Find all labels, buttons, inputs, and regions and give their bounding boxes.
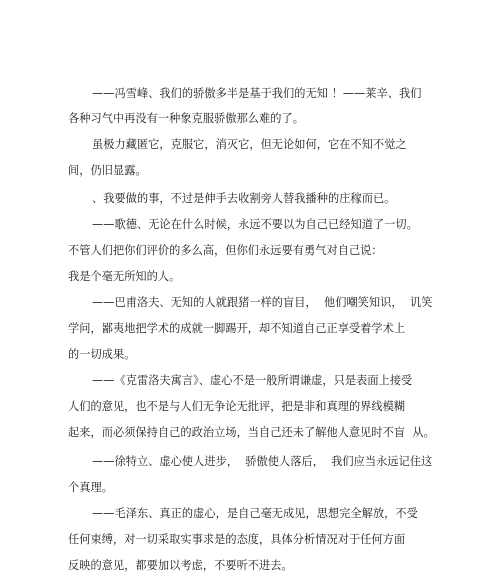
paragraph-line-19: 反映的意见，都要加以考虑，不要听不进去。 — [68, 559, 293, 572]
paragraph-line-13: 人们的意见，也不是与人们无争论无批评，把是非和真理的界线模糊 — [68, 400, 406, 413]
paragraph-line-10: 学问，鄙夷地把学术的成就一脚踢开，却不知道自己正享受着学术上 — [68, 322, 406, 335]
paragraph-line-17: ——毛泽东、真正的虚心，是自己毫无成见，思想完全解放，不受 — [92, 507, 418, 520]
paragraph-line-18: 任何束缚，对一切采取实事求是的态度，具体分析情况对于任何方面 — [68, 533, 406, 546]
paragraph-line-2: 各种习气中再没有一种象克服骄傲那么难的了。 — [68, 112, 304, 125]
paragraph-line-14: 起来，而必须保持自己的政治立场，当自己还未了解他人意见时不盲 从。 — [68, 426, 435, 439]
paragraph-line-6: ——歌德、无论在什么时候，永远不要以为自己已经知道了一切。 — [92, 218, 418, 231]
paragraph-line-9: ——巴甫洛夫、无知的人就跟猪一样的盲目， 他们嘲笑知识， 讥笑 — [92, 296, 433, 309]
paragraph-line-16: 个真理。 — [68, 481, 113, 494]
paragraph-line-15: ——徐特立、虚心使人进步， 骄傲使人落后， 我们应当永远记住这 — [92, 455, 433, 468]
paragraph-line-7: 不管人们把你们评价的多么高，但你们永远要有勇气对自己说： — [68, 244, 383, 257]
paragraph-line-3: 虽极力藏匿它，克服它，消灭它，但无论如何，它在不知不觉之 — [92, 138, 407, 151]
paragraph-line-8: 我是个毫无所知的人。 — [68, 270, 181, 283]
paragraph-line-1: ——冯雪峰、我们的骄傲多半是基于我们的无知 ！——莱辛、我们 — [92, 87, 422, 100]
paragraph-line-5: 、我要做的事，不过是伸手去收割旁人替我播种的庄稼而已。 — [92, 192, 396, 205]
paragraph-line-4: 间，仍旧显露。 — [68, 164, 147, 177]
paragraph-line-12: ——《克雷洛夫寓言》、虚心不是一般所谓谦虚，只是表面上接受 — [92, 374, 413, 387]
paragraph-line-11: 的一切成果。 — [68, 348, 136, 361]
